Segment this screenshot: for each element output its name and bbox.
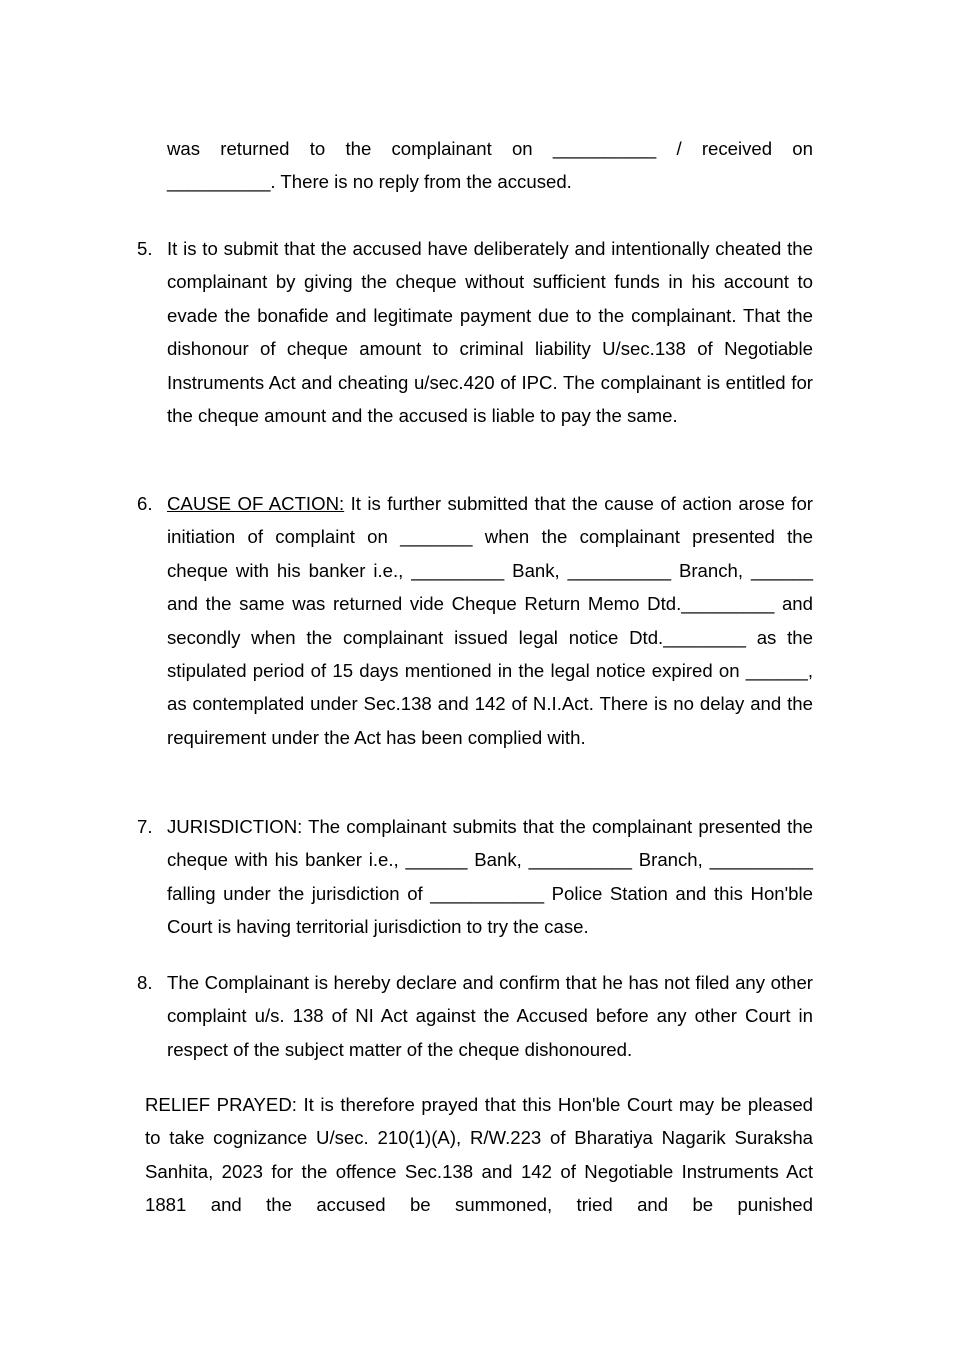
item-7-text: JURISDICTION: The complainant submits that the complainant presented the cheque with his banker i.e., ______ Bank, __________ Branch, __________ falling under the jurisdiction of ___________ Police Station and this Hon'ble Court is having territorial jurisdiction to try the case. <box>167 816 813 938</box>
item-number-8: 8. <box>137 972 153 993</box>
item-number-7: 7. <box>137 816 153 837</box>
item-6-text: It is further submitted that the cause of action arose for initiation of complaint on _______ when the complainant presented the cheque with his banker i.e., _________ Bank, __________ Branch, ______ and the same was returned vide Cheque Return Memo Dtd._________ and secondly when the complainant issued legal notice Dtd.________ as the stipulated period of 15 days mentioned in the legal notice expired on ______, as contemplated under Sec.138 and 142 of N.I.Act. There is no delay and the requirement under the Act has been complied with. <box>167 493 814 748</box>
item-8-text: The Complainant is hereby declare and confirm that he has not filed any other complaint u/s. 138 of NI Act against the Accused before any other Court in respect of the subject matter of the cheque dishonoured. <box>167 972 813 1060</box>
continuation-line-1: was returned to the complainant on __________ / received on <box>167 138 813 159</box>
continuation-line-2: __________. There is no reply from the accused. <box>167 171 572 192</box>
item-number-6: 6. <box>137 493 153 514</box>
relief-prayed-text: RELIEF PRAYED: It is therefore prayed that this Hon'ble Court may be pleased to take cognizance U/sec. 210(1)(A), R/W.223 of Bharatiya Nagarik Suraksha Sanhita, 2023 for the offence Sec.138 and 142 of Negotiable Instruments Act 1881 and the accused be summoned, tried and be punished <box>145 1094 813 1216</box>
item-number-5: 5. <box>137 238 153 259</box>
item-5-text: It is to submit that the accused have deliberately and intentionally cheated the complainant by giving the cheque without sufficient funds in his account to evade the bonafide and legitimate payment due to the complainant. That the dishonour of cheque amount to criminal liability U/sec.138 of Negotiable Instruments Act and cheating u/sec.420 of IPC. The complainant is entitled for the cheque amount and the accused is liable to pay the same. <box>167 238 813 427</box>
item-6-paragraph <box>167 487 813 754</box>
cause-of-action-heading: CAUSE OF ACTION: <box>167 493 345 514</box>
